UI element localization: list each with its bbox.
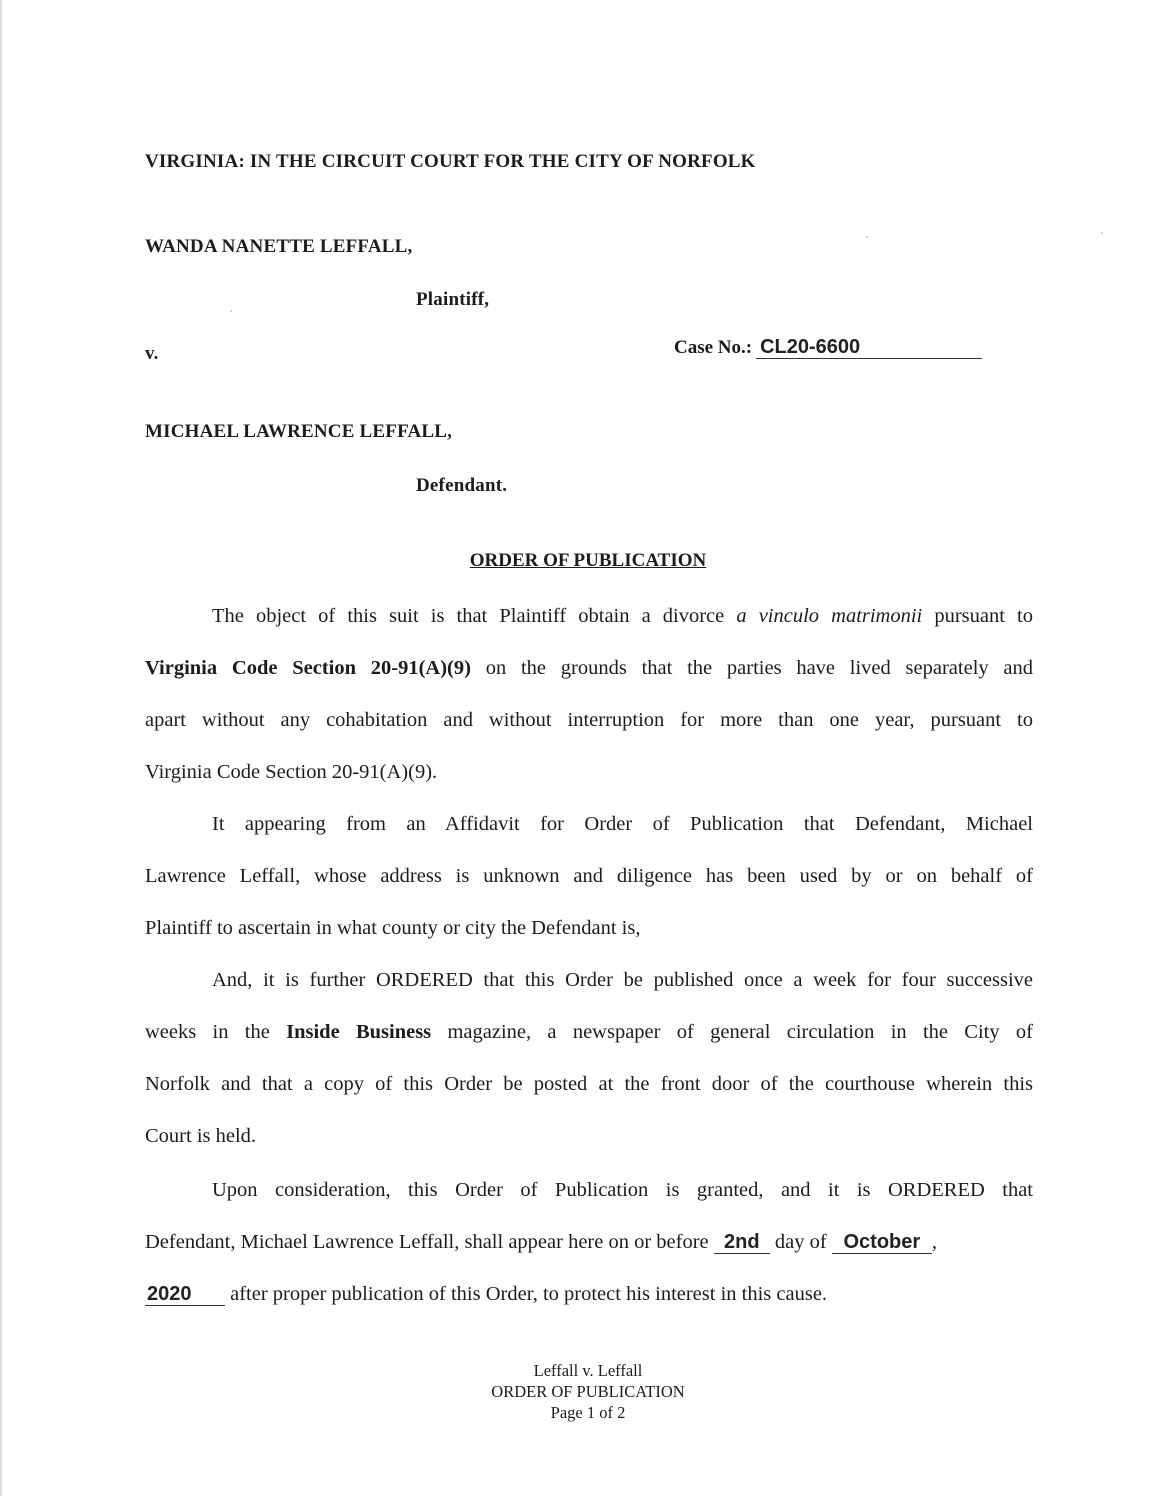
paragraph-line: And, it is further ORDERED that this Order be published once a week for four successive bbox=[212, 969, 1033, 991]
paragraph-line: apart without any cohabitation and without interruption for more than one year, pursuant to bbox=[145, 709, 1033, 731]
versus-label: v. bbox=[145, 343, 159, 364]
page-number: Page 1 of 2 bbox=[550, 1403, 626, 1422]
paragraph-line: Court is held. bbox=[145, 1125, 257, 1147]
defendant-name: MICHAEL LAWRENCE LEFFALL, bbox=[145, 421, 453, 442]
paragraph-line: Virginia Code Section 20-91(A)(9) on the grounds that the parties have lived separately and bbox=[145, 657, 1034, 679]
paragraph-line: Lawrence Leffall, whose address is unknown and diligence has been used by or on behalf of bbox=[145, 865, 1033, 887]
document-title: ORDER OF PUBLICATION bbox=[469, 550, 707, 571]
paragraph-line: The object of this suit is that Plaintiff obtain a divorce a vinculo matrimonii pursuant to bbox=[212, 605, 1033, 627]
paragraph-line: 2020 after proper publication of this Order, to protect his interest in this cause. bbox=[147, 1283, 828, 1305]
paragraph-line: weeks in the Inside Business magazine, a newspaper of general circulation in the City of bbox=[145, 1021, 1033, 1043]
scan-speck bbox=[1101, 232, 1103, 234]
paragraph-line: Defendant, Michael Lawrence Leffall, shall appear here on or before 2nd day of October , bbox=[145, 1231, 937, 1253]
paragraph-publication bbox=[145, 965, 1033, 1173]
scan-speck bbox=[230, 310, 232, 312]
case-number-value: CL20-6600 bbox=[756, 336, 982, 359]
paragraph-line: It appearing from an Affidavit for Order of Publication that Defendant, Michael bbox=[212, 813, 1033, 835]
case-number-label: Case No.: bbox=[674, 337, 753, 358]
appearance-day-field: 2nd bbox=[714, 1231, 770, 1254]
footer-caption: Leffall v. Leffall bbox=[533, 1361, 643, 1380]
case-number-field bbox=[674, 336, 982, 359]
paragraph-line: Virginia Code Section 20-91(A)(9). bbox=[145, 761, 438, 783]
page-edge bbox=[0, 0, 2, 1496]
scan-speck bbox=[866, 236, 868, 238]
plaintiff-name: WANDA NANETTE LEFFALL, bbox=[145, 236, 413, 257]
paragraph-line: Upon consideration, this Order of Publication is granted, and it is ORDERED that bbox=[212, 1179, 1033, 1201]
paragraph-affidavit bbox=[145, 809, 1033, 965]
court-heading: VIRGINIA: IN THE CIRCUIT COURT FOR THE CITY OF NORFOLK bbox=[145, 151, 756, 172]
footer-title: ORDER OF PUBLICATION bbox=[491, 1382, 685, 1401]
paragraph-line: Plaintiff to ascertain in what county or city the Defendant is, bbox=[145, 917, 641, 939]
defendant-label: Defendant. bbox=[416, 475, 508, 496]
page-footer bbox=[0, 1360, 1156, 1423]
paragraph-appearance bbox=[145, 1175, 1033, 1331]
paragraph-object-of-suit bbox=[145, 601, 1033, 809]
plaintiff-label: Plaintiff, bbox=[416, 289, 490, 310]
appearance-month-field: October bbox=[832, 1231, 932, 1254]
appearance-year-field: 2020 bbox=[145, 1283, 225, 1306]
paragraph-line: Norfolk and that a copy of this Order be posted at the front door of the courthouse wherein this bbox=[145, 1073, 1033, 1095]
